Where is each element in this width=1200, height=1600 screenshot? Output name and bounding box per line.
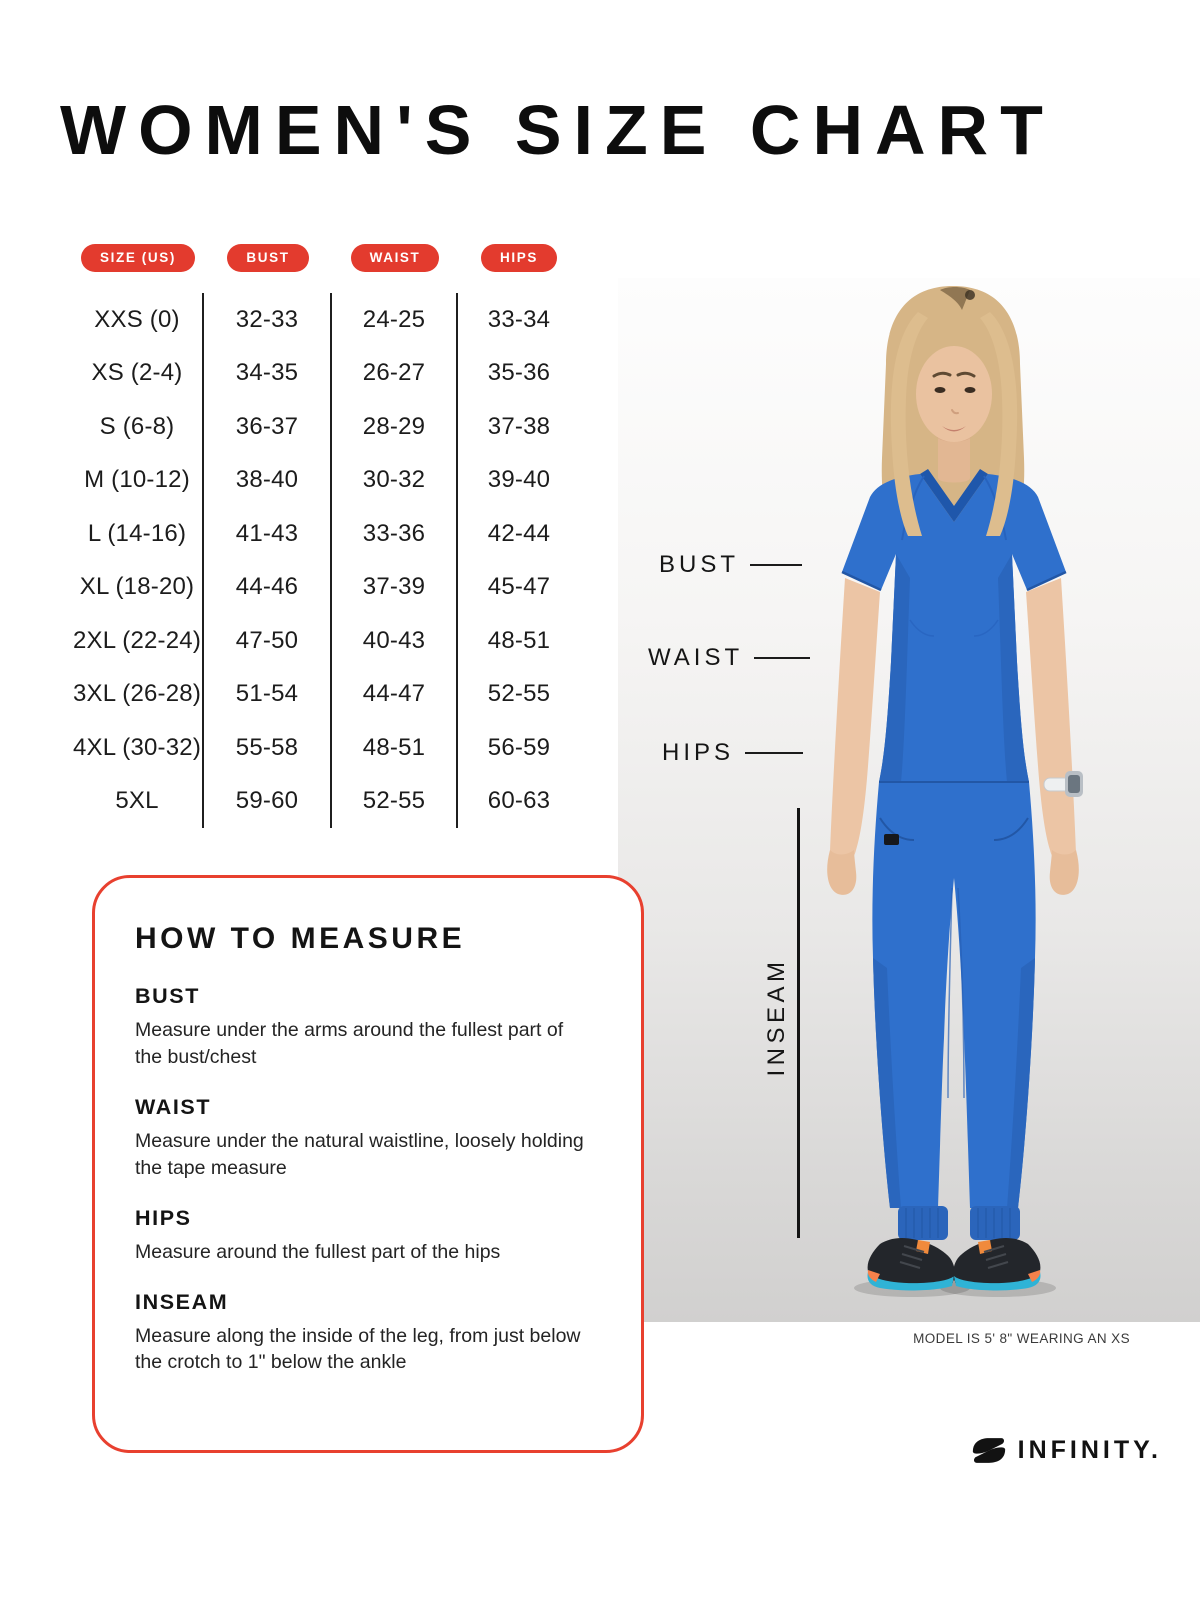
measure-section xyxy=(135,1095,591,1182)
measurement-cell: 42-44 xyxy=(487,519,551,547)
page-title: WOMEN'S SIZE CHART xyxy=(60,91,1055,169)
measure-section-text: Measure under the arms around the fullest part of the bust/chest xyxy=(135,1019,564,1068)
how-to-measure-title: HOW TO MEASURE xyxy=(135,922,466,955)
measurement-cell: 35-36 xyxy=(487,359,551,387)
measurement-cell: 51-54 xyxy=(204,668,332,722)
measure-section xyxy=(135,1290,591,1377)
measure-section-label: INSEAM xyxy=(135,1289,229,1314)
measurement-cell: 60-63 xyxy=(487,787,551,815)
measurement-cell: 24-25 xyxy=(332,293,458,347)
measurement-cell: 45-47 xyxy=(487,573,551,601)
waist-label: WAIST xyxy=(648,644,744,671)
measure-section-label: WAIST xyxy=(135,1094,212,1119)
measurement-cell: 30-32 xyxy=(332,454,458,508)
measurement-cell: 26-27 xyxy=(332,347,458,401)
size-cell: XXS (0) xyxy=(72,293,204,347)
measurement-cell: 47-50 xyxy=(204,614,332,668)
hips-label: HIPS xyxy=(662,739,735,766)
measurement-cell: 48-51 xyxy=(332,721,458,775)
measurement-cell: 55-58 xyxy=(204,721,332,775)
how-to-measure-box xyxy=(92,875,644,1453)
table-header-cell xyxy=(204,244,332,272)
table-header-row xyxy=(72,244,580,272)
table-body xyxy=(72,293,580,828)
measurement-cell: 52-55 xyxy=(332,775,458,829)
model-caption: MODEL IS 5' 8" WEARING AN XS xyxy=(913,1331,1130,1346)
size-cell: 2XL (22-24) xyxy=(72,614,204,668)
measurement-cell: 40-43 xyxy=(332,614,458,668)
measure-section-label: HIPS xyxy=(135,1205,192,1230)
measure-section xyxy=(135,1206,591,1266)
size-cell: 4XL (30-32) xyxy=(72,721,204,775)
measurement-cell: 44-47 xyxy=(332,668,458,722)
size-cell: L (14-16) xyxy=(72,507,204,561)
hips-pointer-line xyxy=(745,752,803,754)
measurement-cell: 59-60 xyxy=(204,775,332,829)
table-header-cell xyxy=(458,244,580,272)
size-cell: 5XL xyxy=(72,775,204,829)
measure-section-text: Measure along the inside of the leg, from just below the crotch to 1" below the ankle xyxy=(135,1324,581,1374)
size-cell: M (10-12) xyxy=(72,454,204,508)
hips-annotation xyxy=(662,739,803,767)
measurement-cell: 33-34 xyxy=(487,305,551,333)
column-header-pill: BUST xyxy=(227,244,308,272)
infinity-logo-icon xyxy=(970,1436,1008,1465)
model-photo xyxy=(618,278,1200,1322)
waist-annotation xyxy=(648,644,810,672)
measurement-cell: 37-39 xyxy=(332,561,458,615)
measure-section-label: BUST xyxy=(135,984,200,1008)
infinity-logo-text: INFINITY. xyxy=(1017,1436,1162,1464)
column-header-pill: WAIST xyxy=(351,244,440,272)
infinity-logo xyxy=(970,1436,1162,1465)
waist-pointer-line xyxy=(754,657,810,659)
size-cell: S (6-8) xyxy=(72,400,204,454)
measurement-cell: 39-40 xyxy=(487,466,551,494)
table-header-cell xyxy=(72,244,204,272)
table-header-cell xyxy=(332,244,458,272)
measurement-cell: 44-46 xyxy=(204,561,332,615)
measurement-cell: 38-40 xyxy=(204,454,332,508)
measurement-cell: 28-29 xyxy=(332,400,458,454)
column-header-pill: SIZE (US) xyxy=(81,244,195,272)
measurement-cell: 52-55 xyxy=(487,680,551,708)
measurement-cell: 56-59 xyxy=(487,733,551,761)
measurement-cell: 32-33 xyxy=(204,293,332,347)
bust-pointer-line xyxy=(750,564,802,566)
measure-section-text: Measure around the fullest part of the hips xyxy=(135,1240,501,1263)
bust-label: BUST xyxy=(659,551,740,578)
measurement-cell: 36-37 xyxy=(204,400,332,454)
measurement-cell: 48-51 xyxy=(487,626,551,654)
model-illustration xyxy=(618,278,1200,1322)
measurement-cell: 37-38 xyxy=(487,412,551,440)
bust-annotation xyxy=(659,551,802,579)
size-chart-table xyxy=(72,244,580,828)
measurement-cell: 41-43 xyxy=(204,507,332,561)
measurement-cell: 33-36 xyxy=(332,507,458,561)
inseam-measure-line xyxy=(797,808,800,1238)
size-cell: XL (18-20) xyxy=(72,561,204,615)
size-cell: 3XL (26-28) xyxy=(72,668,204,722)
measurement-cell: 34-35 xyxy=(204,347,332,401)
how-to-measure-sections xyxy=(135,984,591,1376)
column-header-pill: HIPS xyxy=(481,244,557,272)
size-cell: XS (2-4) xyxy=(72,347,204,401)
inseam-label: INSEAM xyxy=(763,957,790,1077)
measure-section xyxy=(135,984,591,1071)
measure-section-text: Measure under the natural waistline, loosely holding the tape measure xyxy=(135,1129,584,1179)
